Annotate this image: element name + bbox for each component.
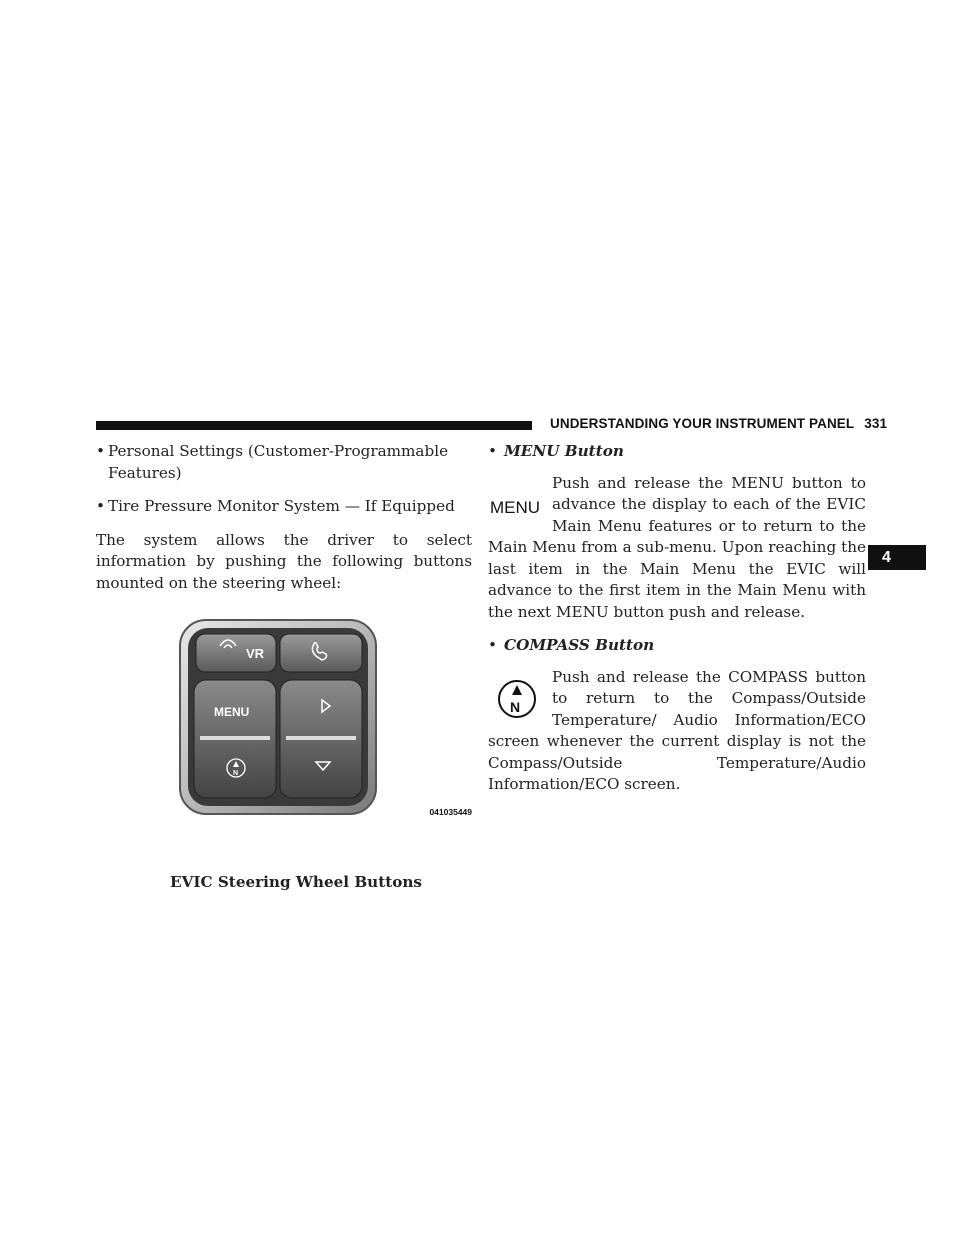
bullet-text: Tire Pressure Monitor System — If Equipped — [108, 497, 455, 515]
figure-caption: EVIC Steering Wheel Buttons — [170, 873, 422, 891]
section-title: UNDERSTANDING YOUR INSTRUMENT PANEL — [550, 416, 855, 431]
vr-label: VR — [246, 646, 265, 661]
menu-icon-label: MENU — [490, 497, 541, 517]
menu-description — [488, 473, 866, 624]
compass-icon-label: N — [510, 698, 521, 715]
menu-label: MENU — [214, 705, 250, 719]
steering-buttons-illustration — [96, 608, 472, 820]
bullet-dot: • — [488, 442, 497, 460]
compass-icon — [488, 667, 552, 731]
chapter-tab: 4 — [868, 545, 926, 570]
left-column — [96, 441, 472, 894]
menu-button-heading — [488, 441, 866, 463]
compass-label: N — [233, 770, 239, 777]
header-rule — [96, 421, 532, 430]
bullet-item — [96, 496, 472, 518]
compass-text: Push and release the COMPASS button to return to the Compass/Outside Temperature/ Audio Information/ECO screen whenever the current display is not the Compass/Outside Temperature/Audio Information/ECO screen. — [488, 667, 866, 793]
menu-icon — [488, 473, 552, 537]
menu-text: Push and release the MENU button to advance the display to each of the EVIC Main Menu features or to return to the Main Menu from a sub-menu. Upon reaching the last item in the Main Menu the EVIC will advance to the first item in the Main Menu with the next MENU button push and release. — [488, 473, 866, 621]
compass-button-heading — [488, 635, 866, 657]
page-number: 331 — [864, 416, 888, 431]
bullet-text: Personal Settings (Customer-Programmable Features) — [108, 442, 449, 482]
figure-code: 041035449 — [429, 807, 472, 817]
steering-buttons-figure — [96, 608, 472, 864]
bullet-item — [96, 441, 472, 484]
menu-heading-text: MENU Button — [504, 442, 624, 460]
intro-paragraph: The system allows the driver to select information by pushing the following buttons mounted on the steering wheel: — [96, 530, 472, 592]
compass-description — [488, 667, 866, 796]
running-header — [550, 416, 888, 431]
bullet-dot: • — [488, 636, 497, 654]
bullet-dot: • — [96, 497, 105, 515]
right-column — [488, 441, 866, 796]
bullet-dot: • — [96, 442, 105, 460]
compass-heading-text: COMPASS Button — [504, 636, 655, 654]
